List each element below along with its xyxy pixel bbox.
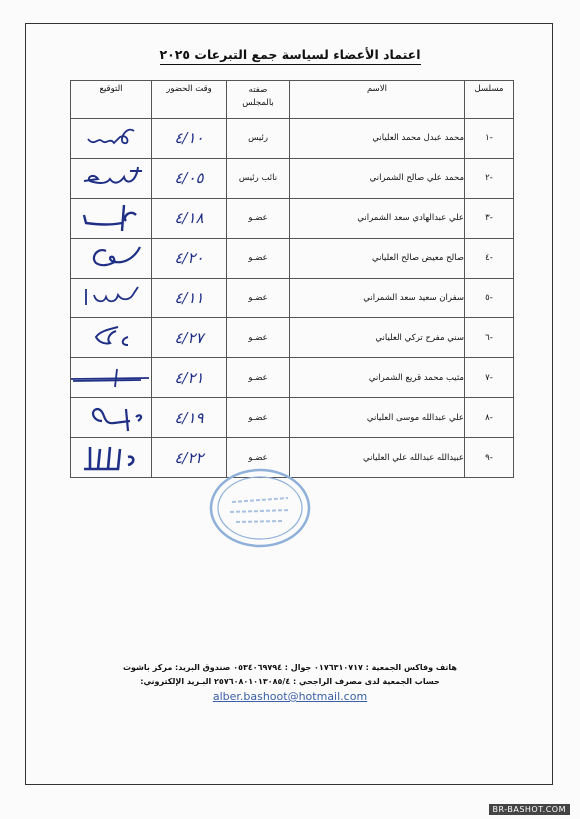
footer-contact-line: هاتف وفاكس الجمعية : ٠١٧٦٣١٠٧١٧ جوال : ٠٥٣٤٠٦٩٧٩٤ صندوق البريد: مركز باشوت bbox=[123, 663, 457, 672]
table-row bbox=[71, 158, 514, 198]
row-role: عضـو bbox=[227, 318, 290, 358]
header-role-line1: صفته bbox=[248, 85, 268, 95]
row-name: سفران سعيد سعد الشمراني bbox=[290, 278, 465, 318]
footer-email-link[interactable]: alber.bashoot@hotmail.com bbox=[212, 690, 368, 703]
table-row bbox=[71, 318, 514, 358]
row-role: نائب رئيس bbox=[227, 158, 290, 198]
signature-image bbox=[76, 283, 146, 313]
row-serial: -٦ bbox=[465, 318, 514, 358]
document-title bbox=[0, 47, 580, 62]
handwritten-time: ٤/٢٢ bbox=[174, 448, 204, 467]
row-role: عضـو bbox=[227, 278, 290, 318]
header-time: وقت الحضور bbox=[152, 81, 227, 119]
signature-image bbox=[76, 243, 146, 273]
row-name: سني مفرح تركي العلياني bbox=[290, 318, 465, 358]
signature-image bbox=[76, 163, 146, 193]
row-signature bbox=[71, 398, 152, 438]
signature-image bbox=[76, 403, 146, 433]
row-role: رئيس bbox=[227, 119, 290, 159]
row-time bbox=[152, 198, 227, 238]
document-title-text: اعتماد الأعضاء لسياسة جمع التبرعات ٢٠٢٥ bbox=[160, 47, 421, 65]
row-serial: -٨ bbox=[465, 398, 514, 438]
row-time bbox=[152, 238, 227, 278]
header-serial: مسلسل bbox=[465, 81, 514, 119]
handwritten-time: ٤/١٩ bbox=[174, 408, 204, 427]
row-serial: -٥ bbox=[465, 278, 514, 318]
header-signature: التوقيع bbox=[71, 81, 152, 119]
handwritten-time: ٤/١٨ bbox=[174, 209, 204, 228]
row-name: محمد عبدل محمد العلياني bbox=[290, 119, 465, 159]
row-role: عضـو bbox=[227, 398, 290, 438]
signature-image bbox=[76, 323, 146, 353]
row-signature bbox=[71, 198, 152, 238]
handwritten-time: ٤/٢١ bbox=[174, 368, 204, 387]
row-time bbox=[152, 278, 227, 318]
row-signature bbox=[71, 318, 152, 358]
row-time bbox=[152, 398, 227, 438]
row-signature bbox=[71, 358, 152, 398]
row-signature bbox=[71, 238, 152, 278]
table-row bbox=[71, 119, 514, 159]
signature-image bbox=[71, 363, 151, 393]
row-time bbox=[152, 318, 227, 358]
handwritten-time: ٤/١١ bbox=[174, 289, 204, 307]
row-role: عضـو bbox=[227, 358, 290, 398]
site-watermark: BR-BASHOT.COM bbox=[489, 804, 570, 815]
row-serial: -١ bbox=[465, 119, 514, 159]
attendance-table bbox=[70, 80, 514, 478]
handwritten-time: ٤/١٠ bbox=[174, 129, 204, 148]
row-serial: -٢ bbox=[465, 158, 514, 198]
row-name: مثيب محمد قريع الشمراني bbox=[290, 358, 465, 398]
table-row bbox=[71, 238, 514, 278]
row-name: علي عبدالله موسى العلياني bbox=[290, 398, 465, 438]
row-signature bbox=[71, 158, 152, 198]
handwritten-time: ٤/٢٧ bbox=[174, 328, 204, 347]
table-header-row bbox=[71, 81, 514, 119]
row-time bbox=[152, 119, 227, 159]
signature-image bbox=[76, 123, 146, 153]
row-signature bbox=[71, 119, 152, 159]
handwritten-time: ٤/٠٥ bbox=[174, 169, 204, 188]
row-signature bbox=[71, 278, 152, 318]
header-name: الاسم bbox=[290, 81, 465, 119]
table-row bbox=[71, 358, 514, 398]
row-role: عضـو bbox=[227, 198, 290, 238]
table-row bbox=[71, 278, 514, 318]
row-name: علي عبدالهادي سعد الشمراني bbox=[290, 198, 465, 238]
row-role: عضـو bbox=[227, 438, 290, 478]
header-role-line2: بالمجلس bbox=[242, 98, 274, 108]
table-row bbox=[71, 398, 514, 438]
row-serial: -٧ bbox=[465, 358, 514, 398]
row-time bbox=[152, 158, 227, 198]
row-serial: -٣ bbox=[465, 198, 514, 238]
signature-image bbox=[76, 203, 146, 233]
header-role bbox=[227, 81, 290, 119]
table-row bbox=[71, 198, 514, 238]
row-serial: -٩ bbox=[465, 438, 514, 478]
footer-bank-line: حساب الجمعية لدى مصرف الراجحي : ٢٥٧٦٠٨٠١٠١٣٠٨٥/٤ البـريد الإلكتروني: bbox=[140, 677, 440, 686]
row-serial: -٤ bbox=[465, 238, 514, 278]
row-name: عبيدالله عبدالله علي العلياني bbox=[290, 438, 465, 478]
handwritten-time: ٤/٢٠ bbox=[174, 249, 204, 268]
signature-image bbox=[76, 443, 146, 473]
row-name: صالح معيض صالح العلياني bbox=[290, 238, 465, 278]
row-name: محمد علي صالح الشمراني bbox=[290, 158, 465, 198]
row-time bbox=[152, 358, 227, 398]
row-role: عضـو bbox=[227, 238, 290, 278]
association-stamp bbox=[208, 466, 312, 550]
row-signature bbox=[71, 438, 152, 478]
